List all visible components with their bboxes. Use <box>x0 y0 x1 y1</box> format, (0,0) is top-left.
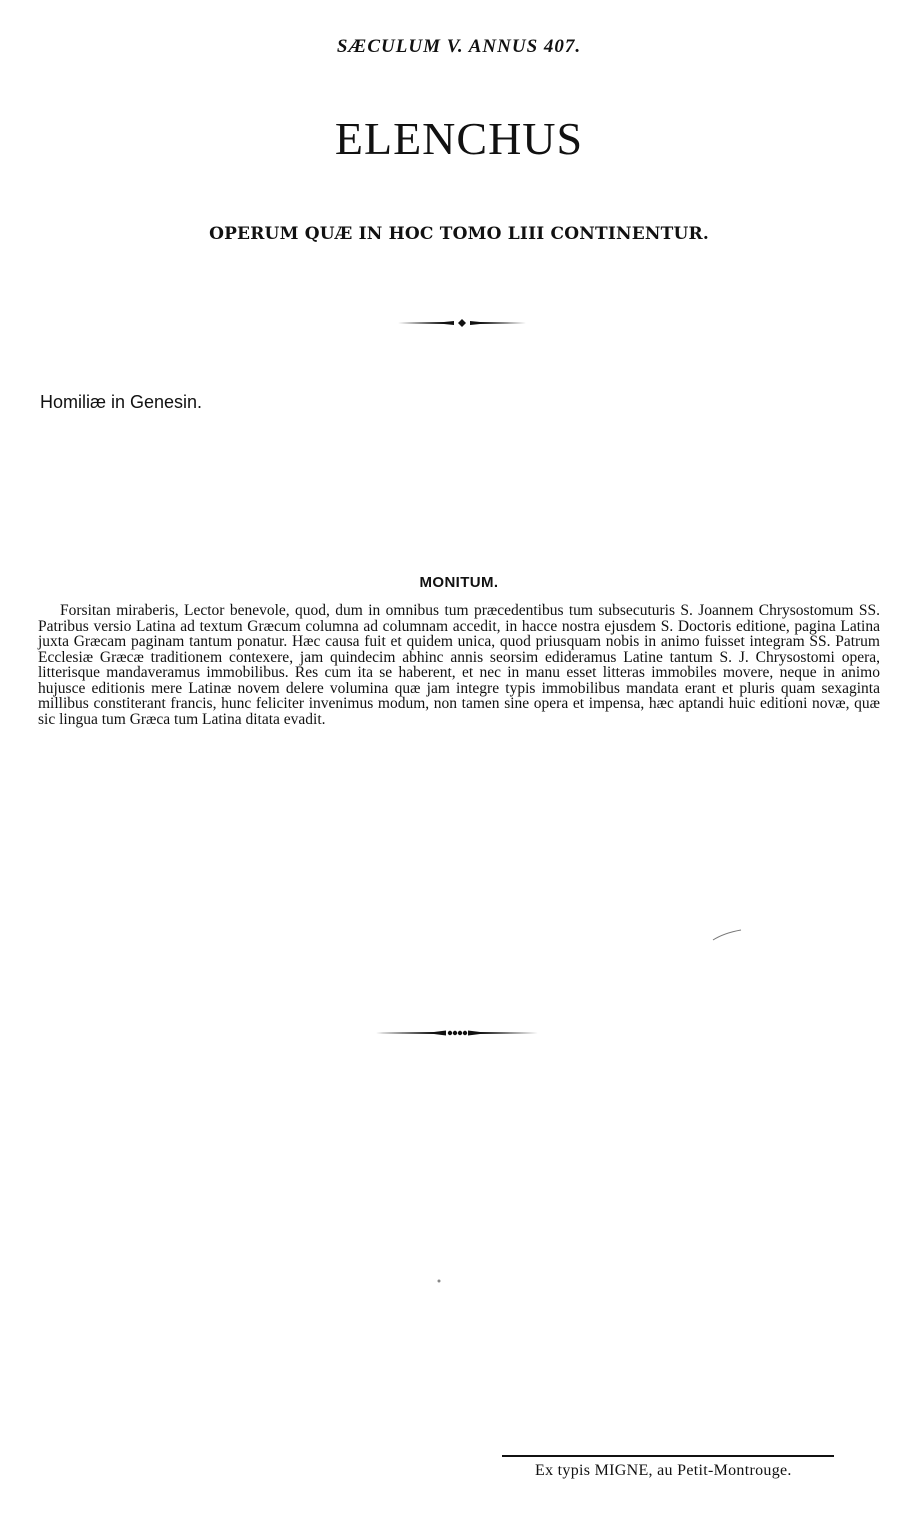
running-header: SÆCULUM V. ANNUS 407. <box>336 36 582 57</box>
imprint-rule <box>502 1455 834 1457</box>
monitum-paragraph: Forsitan miraberis, Lector benevole, quod, dum in omnibus tum præcedentibus tum subsecuturis S. Joannem Chrysostomum SS. Patribus versio Latina ad textum Græcum columna ad columnam accedit, in hacce nostra ejusdem S. Doctoris editione, pagina Latina juxta Græcam paginam tantum ponatur. Hæc causa fuit et quidem unica, quod priusquam nobis in animo fuisset integram SS. Patrum Ecclesiæ Græcæ traditionem contexere, jam quindecim abhinc annis seorsim edideramus Latine tantum S. J. Chrysostomi opera, litterisque mandaveramus immobilibus. Res cum ita se haberent, et nec in manu esset litteras immobiles movere, neque in animo hujusce editionis mere Latinæ novem delere volumina quæ jam integre typis immobilibus mandata erant et pluris quam sexaginta millibus constiterant francis, hunc feliciter invenimus modum, non tamen sine opera et impensa, hæc aptandi huic editioni novæ, quæ sic lingua tum Græca tum Latina ditata evadit. <box>38 602 880 728</box>
monitum-heading: MONITUM. <box>419 574 499 591</box>
page-subtitle: OPERUM QUÆ IN HOC TOMO LIII CONTINENTUR. <box>209 224 709 244</box>
stray-mark <box>712 928 742 942</box>
page-title: ELENCHUS <box>334 113 584 164</box>
contents-entry: Homiliæ in Genesin. <box>40 392 203 412</box>
dash-dot-ornament-icon <box>398 316 526 330</box>
dash-dot-ornament-icon <box>376 1025 538 1041</box>
stray-mark <box>435 1278 443 1284</box>
printer-imprint: Ex typis MIGNE, au Petit-Montrouge. <box>535 1462 792 1479</box>
